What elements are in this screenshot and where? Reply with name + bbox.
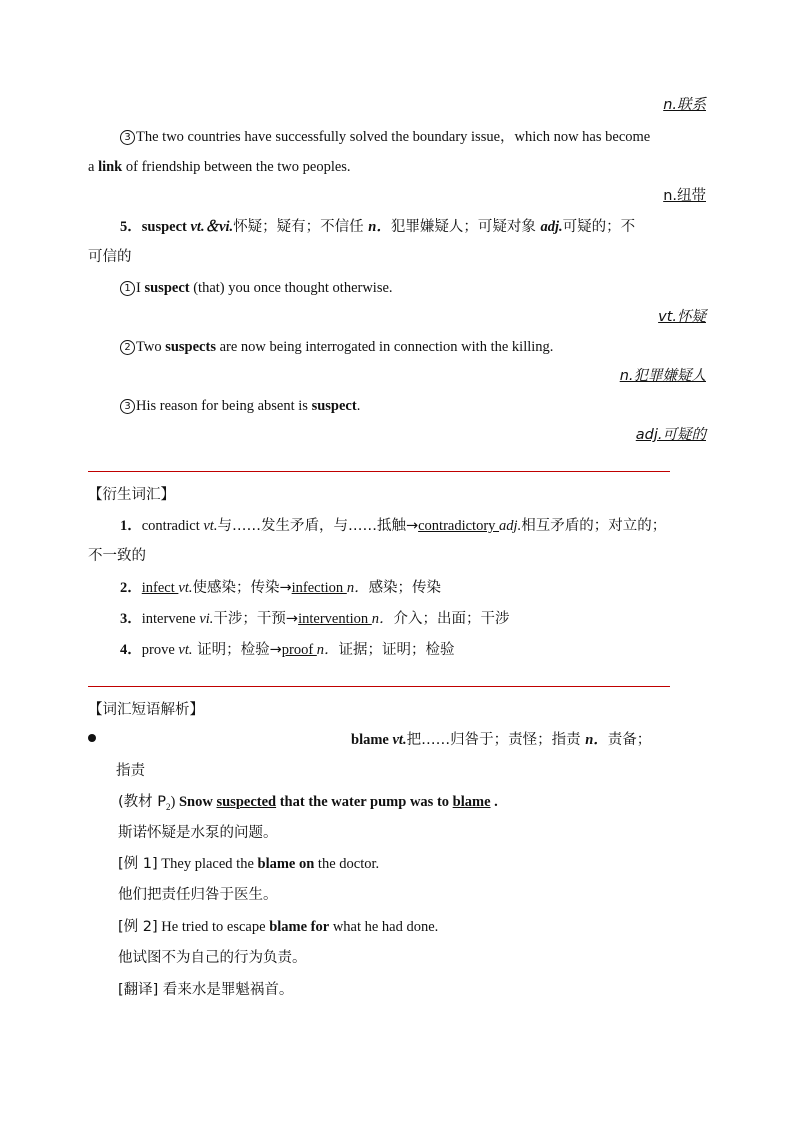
- link-example-3-line2: a link of friendship between the two peoples.: [88, 159, 351, 175]
- example-2-translation: 他试图不为自己的行为负责。: [118, 950, 307, 966]
- example-1-translation: 他们把责任归咎于医生。: [118, 887, 278, 903]
- suspect-label-vt: vt.怀疑: [658, 309, 706, 325]
- derived-item-3: 3．intervene vi.干涉；干预→intervention n．介入；出面；干涉: [120, 611, 510, 627]
- suspect-example-1: 1 I suspect (that) you once thought otherwise.: [120, 278, 393, 298]
- derived-item-4: 4．prove vt. 证明；检验→proof n．证据；证明；检验: [120, 642, 455, 658]
- textbook-sentence-translation: 斯诺怀疑是水泵的问题。: [118, 825, 278, 841]
- suspect-entry-head: 5．suspect vt.＆vi.怀疑；疑有；不信任 n．犯罪嫌疑人；可疑对象 adj.可疑的；不: [120, 219, 636, 235]
- suspect-label-adj: adj.可疑的: [635, 427, 706, 443]
- blame-entry-head-line2: 指责: [116, 763, 145, 779]
- link-label-connection: n.联系: [663, 97, 706, 113]
- suspect-example-2: 2 Two suspects are now being interrogated in connection with the killing.: [120, 337, 553, 357]
- blame-entry-head: blame vt.把……归咎于；责怪；指责 n．责备；: [351, 732, 652, 748]
- suspect-entry-head-line2: 可信的: [88, 249, 132, 265]
- link-label-bond: n.纽带: [663, 188, 706, 204]
- section-divider: [88, 471, 670, 472]
- bullet-icon: [88, 734, 96, 742]
- derived-vocabulary-title: 【衍生词汇】: [88, 487, 175, 503]
- derived-item-1-line2: 不一致的: [88, 548, 146, 564]
- link-example-3: 3 The two countries have successfully solved the boundary issue，which now has become: [120, 127, 650, 147]
- example-2: [例 2] He tried to escape blame for what he had done.: [118, 919, 439, 935]
- translation-exercise: [翻译] 看来水是罪魁祸首。: [118, 982, 294, 998]
- section-divider: [88, 686, 670, 687]
- suspect-label-n: n.犯罪嫌疑人: [619, 368, 706, 384]
- example-1: [例 1] They placed the blame on the doctor.: [118, 856, 380, 872]
- derived-item-1: 1．contradict vt.与……发生矛盾，与……抵触→contradictory adj.相互矛盾的；对立的；: [120, 518, 667, 534]
- derived-item-2: 2．infect vt.使感染；传染→infection n．感染；传染: [120, 580, 442, 596]
- textbook-sentence: (教材 $P_2$) Snow suspected that the water pump was to blame .: [118, 794, 498, 812]
- analysis-title: 【词汇短语解析】: [88, 702, 204, 718]
- suspect-example-3: 3 His reason for being absent is suspect.: [120, 396, 360, 416]
